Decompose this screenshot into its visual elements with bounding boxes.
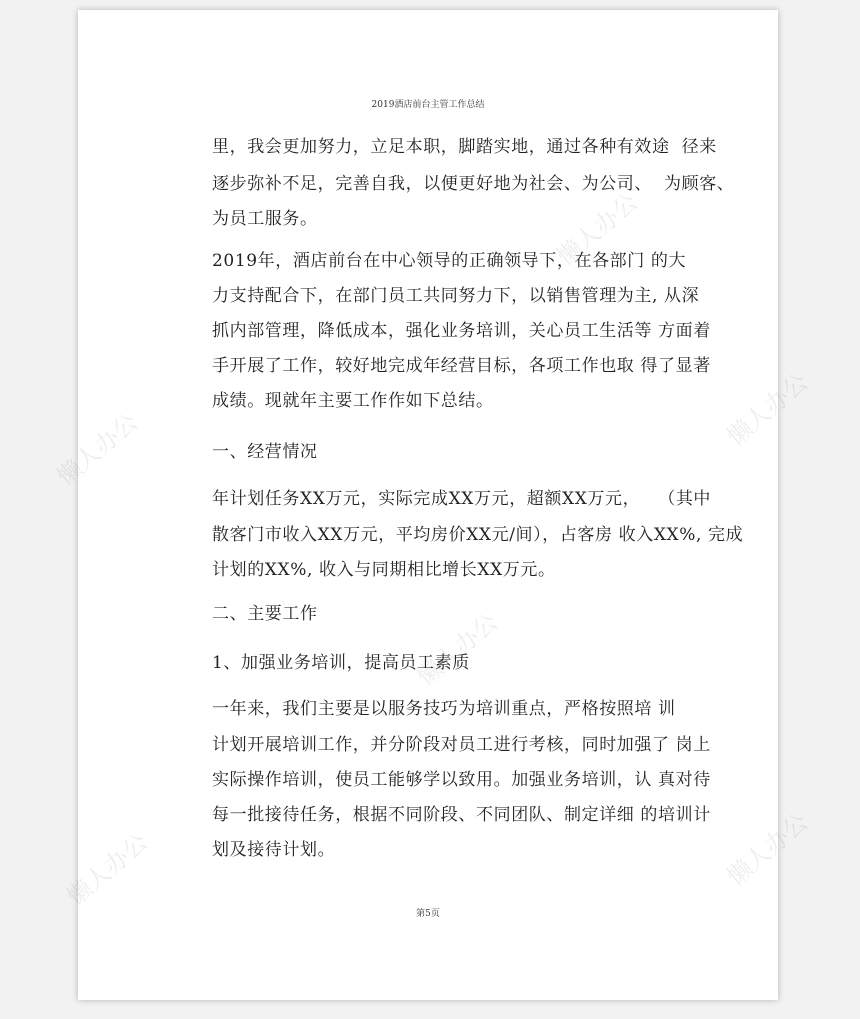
page-header: 2019酒店前台主管工作总结 — [371, 100, 485, 110]
text-line: 每一批接待任务，根据不同阶段、不同团队、制定详细 的培训计 — [212, 805, 711, 825]
text-line: 计划开展培训工作，并分阶段对员工进行考核，同时加强了 岗上 — [212, 735, 711, 755]
text-line: 2019年，酒店前台在中心领导的正确领导下，在各部门 的大 — [212, 251, 687, 271]
watermark: 懒人办公 — [411, 607, 504, 691]
text-line: 实际操作培训，使员工能够学以致用。加强业务培训，认 真对待 — [212, 770, 711, 790]
text-line: 为员工服务。 — [212, 209, 318, 229]
watermark: 懒人办公 — [721, 367, 814, 451]
text-line: 划及接待计划。 — [212, 840, 336, 860]
watermark: 懒人办公 — [51, 407, 144, 491]
text-line: 里，我会更加努力，立足本职，脚踏实地，通过各种有效途 径来 — [212, 137, 717, 157]
watermark: 懒人办公 — [61, 827, 154, 911]
text-line: 手开展了工作，较好地完成年经营目标，各项工作也取 得了显著 — [212, 356, 711, 376]
text-line: 1、加强业务培训，提高员工素质 — [212, 653, 470, 673]
text-line: 成绩。现就年主要工作作如下总结。 — [212, 391, 494, 411]
document-page — [51, 10, 814, 1000]
text-line: 二、主要工作 — [212, 604, 318, 624]
text-line: 一、经营情况 — [212, 442, 318, 462]
text-line: 计划的XX%, 收入与同期相比增长XX万元。 — [212, 560, 556, 580]
page-number: 第5页 — [416, 909, 440, 919]
watermark: 懒人办公 — [721, 807, 814, 891]
text-line: 逐步弥补不足，完善自我，以便更好地为社会、为公司、 为顾客、 — [212, 174, 735, 194]
text-line: 散客门市收入XX万元，平均房价XX元/间），占客房 收入XX%, 完成 — [212, 525, 744, 545]
text-line: 力支持配合下，在部门员工共同努力下，以销售管理为主, 从深 — [212, 286, 700, 306]
text-line: 年计划任务XX万元，实际完成XX万元，超额XX万元， （其中 — [212, 489, 712, 509]
text-line: 一年来，我们主要是以服务技巧为培训重点，严格按照培 训 — [212, 699, 676, 719]
watermark: 懒人办公 — [551, 187, 644, 271]
text-line: 抓内部管理，降低成本，强化业务培训，关心员工生活等 方面着 — [212, 321, 711, 341]
